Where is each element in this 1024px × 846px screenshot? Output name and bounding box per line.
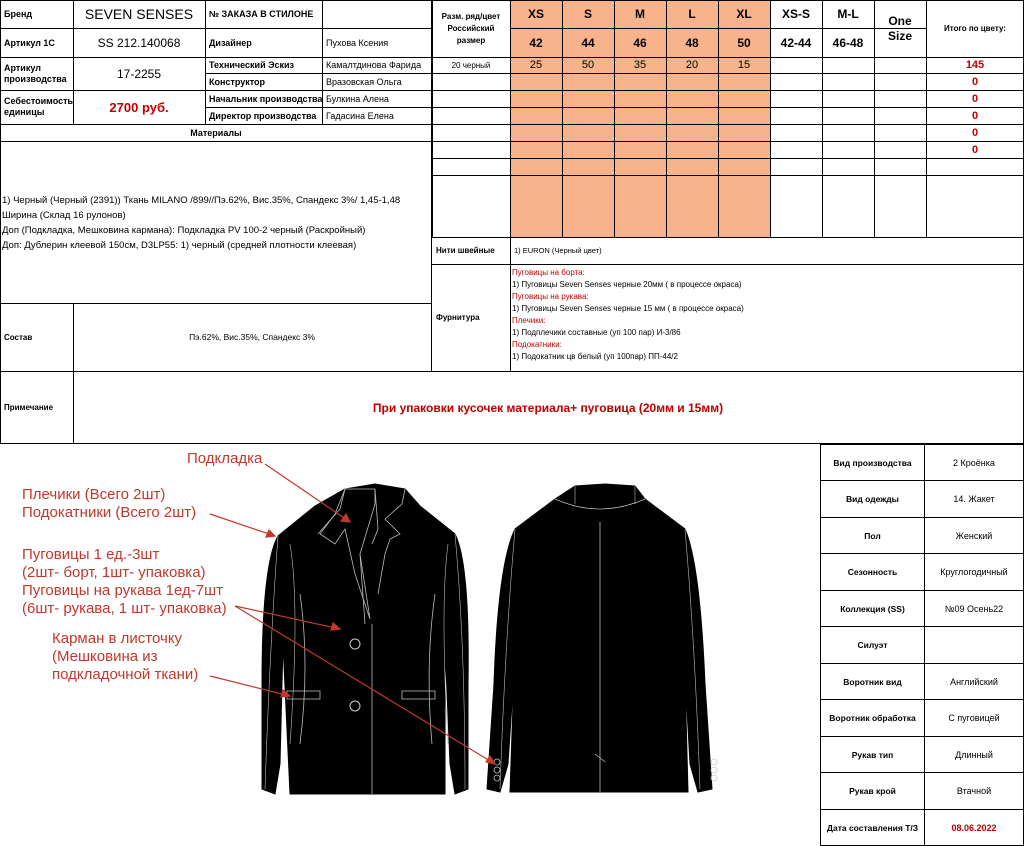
size-header-4: XL — [736, 6, 752, 21]
furniture-label: Фурнитура — [436, 313, 480, 322]
constructor-value: Вразовская Ольга — [326, 76, 402, 87]
techsketch-label: Технический Эскиз — [209, 60, 295, 70]
spec-label: Вид производства — [820, 444, 925, 481]
composition-value: Пэ.62%, Вис.35%, Спандекс 3% — [189, 332, 315, 342]
annotation-buttons-1: Пуговицы 1 ед.-3шт — [22, 546, 160, 563]
ru-size-4: 50 — [737, 35, 751, 50]
qty-cell — [770, 73, 822, 90]
qty-cell: 50 — [581, 59, 595, 71]
jacket-back-drawing — [487, 484, 717, 792]
note-label: Примечание — [4, 403, 54, 412]
spec-value: Втачной — [924, 772, 1024, 810]
jacket-front-drawing — [262, 484, 468, 794]
article1c-label: Артикул 1С — [4, 37, 55, 48]
qty-cell — [562, 73, 614, 90]
sketch-area — [0, 444, 820, 845]
size-row-header: Разм. ряд/цвет Российский размер — [441, 11, 501, 45]
spec-label: Силуэт — [820, 626, 925, 664]
spec-label: Рукав крой — [820, 772, 925, 810]
qty-cell — [874, 73, 926, 90]
spec-value: Английский — [924, 663, 1024, 700]
materials-line-3: Доп (Подкладка, Мешковина кармана): Подкладка PV 100-2 черный (Раскройный) — [2, 225, 366, 236]
article-prod-value: 17-2255 — [116, 66, 162, 81]
annotation-buttons-2: (2шт- борт, 1шт- упаковка) — [22, 564, 206, 581]
spec-label: Сезонность — [820, 553, 925, 591]
ru-size-3: 48 — [685, 35, 699, 50]
designer-value: Пухова Ксения — [326, 37, 389, 48]
qty-cell — [770, 141, 822, 158]
ru-size-2: 46 — [633, 35, 647, 50]
composition-block — [0, 303, 432, 371]
qty-cell — [822, 107, 874, 124]
qty-cell — [718, 90, 770, 107]
qty-cell — [718, 124, 770, 141]
constructor-label: Конструктор — [209, 76, 266, 87]
qty-cell — [510, 124, 562, 141]
qty-cell: 20 — [685, 59, 699, 71]
spec-value — [924, 626, 1024, 664]
qty-cell — [822, 141, 874, 158]
threads-value: 1) EURON (Черный цвет) — [514, 246, 602, 255]
prod-head-value: Булкина Алена — [326, 93, 389, 104]
qty-cell — [718, 73, 770, 90]
composition-label: Состав — [4, 332, 33, 342]
cost-value: 2700 руб. — [109, 99, 169, 115]
qty-cell — [874, 107, 926, 124]
qty-cell — [874, 124, 926, 141]
size-header-1: S — [583, 6, 592, 21]
specs-table — [820, 444, 1024, 845]
qty-cell — [874, 90, 926, 107]
qty-cell — [614, 124, 666, 141]
qty-cell — [562, 90, 614, 107]
furniture-heading-front-buttons: Пуговицы на борта: — [512, 268, 585, 277]
annotation-pocket-3: подкладочной ткани) — [52, 666, 199, 683]
ru-size-0: 42 — [529, 35, 543, 50]
qty-cell — [562, 124, 614, 141]
materials-line-1: 1) Черный (Черный (2391)) Ткань MILANO /899//Пэ.62%, Вис.35%, Спандекс 3%/ 1,45-1,48 — [2, 195, 401, 206]
spec-label: Воротник вид — [820, 663, 925, 700]
qty-cell — [822, 57, 874, 73]
annotation-shoulders-2: Подокатники (Всего 2шт) — [22, 504, 197, 521]
qty-cell — [770, 90, 822, 107]
qty-cell — [666, 90, 718, 107]
article-prod-label: Артикул производства — [4, 62, 67, 84]
note-value: При упаковки кусочек материала+ пуговица (20мм и 15мм) — [372, 400, 724, 415]
annotation-buttons-4: (6шт- рукава, 1 шт- упаковка) — [22, 600, 227, 617]
qty-cell — [510, 90, 562, 107]
spec-value: Длинный — [924, 736, 1024, 773]
designer-label: Дизайнер — [209, 37, 252, 48]
qty-cell — [770, 107, 822, 124]
qty-cell — [510, 141, 562, 158]
furniture-line-front-buttons: 1) Пуговицы Seven Senses черные 20мм ( в процессе окраса) — [512, 280, 742, 289]
row-total: 145 — [965, 59, 985, 71]
annotation-pocket-2: (Мешковина из — [52, 648, 158, 665]
size-header-2: M — [635, 6, 645, 21]
note-block — [0, 371, 1024, 444]
materials-line-2: Ширина (Склад 16 рулонов) — [2, 210, 126, 221]
size-header-7: One Size — [887, 13, 912, 43]
qty-cell — [666, 107, 718, 124]
materials-block — [0, 141, 432, 303]
brand-value: SEVEN SENSES — [84, 6, 194, 22]
furniture-line-sleeve-buttons: 1) Пуговицы Seven Senses черные 15 мм ( в процессе окраса) — [512, 304, 744, 313]
spec-label: Воротник обработка — [820, 699, 925, 737]
qty-cell — [666, 124, 718, 141]
prod-dir-value: Гадасина Елена — [326, 110, 394, 121]
qty-cell — [666, 141, 718, 158]
prod-dir-label: Директор производства — [209, 110, 317, 121]
cost-label: Себестоимость единицы — [4, 96, 73, 117]
qty-cell — [666, 73, 718, 90]
color-cell — [432, 90, 510, 107]
qty-cell — [614, 141, 666, 158]
qty-cell — [562, 141, 614, 158]
brand-label: Бренд — [4, 9, 33, 19]
row-total: 0 — [971, 109, 979, 122]
spec-value: 14. Жакет — [924, 480, 1024, 518]
color-cell — [432, 107, 510, 124]
row-total: 0 — [971, 75, 979, 88]
color-cell — [432, 141, 510, 158]
ru-size-1: 44 — [581, 35, 595, 50]
annotation-lining: Подкладка — [187, 450, 263, 467]
row-total: 0 — [971, 92, 979, 105]
qty-cell: 35 — [633, 59, 647, 71]
qty-cell — [510, 73, 562, 90]
annotation-shoulders-1: Плечики (Всего 2шт) — [22, 486, 166, 503]
spec-value: №09 Осень22 — [924, 590, 1024, 627]
size-header-0: XS — [527, 6, 544, 21]
header-block — [0, 0, 432, 142]
materials-line-4: Доп: Дублерин клеевой 150см, D3LP55: 1) черный (средней плотности клеевая) — [2, 240, 357, 251]
qty-cell — [822, 124, 874, 141]
furniture-heading-shoulder-pads: Плечики: — [512, 316, 546, 325]
qty-cell — [874, 141, 926, 158]
threads-label: Нити швейные — [436, 246, 495, 255]
qty-cell — [614, 73, 666, 90]
order-label: № ЗАКАЗА В СТИЛОНЕ — [209, 9, 314, 19]
row-total: 0 — [971, 126, 979, 139]
techsketch-value: Камалтдинова Фарида — [326, 60, 422, 70]
annotation-pocket-1: Карман в листочку — [52, 630, 183, 647]
spec-label: Дата составления Т/З — [820, 809, 925, 846]
qty-cell: 15 — [737, 59, 751, 71]
qty-cell — [614, 107, 666, 124]
threads-furniture-block — [432, 237, 1024, 371]
qty-cell — [718, 107, 770, 124]
qty-cell — [874, 57, 926, 73]
spec-value: Женский — [924, 517, 1024, 554]
qty-cell — [770, 124, 822, 141]
row-total: 0 — [971, 143, 979, 156]
qty-cell — [770, 57, 822, 73]
size-grid — [432, 0, 1024, 237]
ru-size-6: 46-48 — [832, 35, 864, 50]
article1c-value: SS 212.140068 — [97, 35, 181, 50]
spec-value: Круглогодичный — [924, 553, 1024, 591]
qty-cell — [822, 90, 874, 107]
spec-label: Рукав тип — [820, 736, 925, 773]
qty-cell — [562, 107, 614, 124]
color-cell — [432, 124, 510, 141]
size-header-6: M-L — [837, 6, 859, 21]
prod-head-label: Начальник производства — [209, 93, 322, 104]
materials-label: Материалы — [190, 127, 242, 138]
furniture-heading-sleeve-heads: Подокатники: — [512, 340, 562, 349]
annotation-buttons-3: Пуговицы на рукава 1ед-7шт — [22, 582, 224, 599]
spec-value: С пуговицей — [924, 699, 1024, 737]
furniture-line-sleeve-heads: 1) Подокатник цв белый (уп 100пар) ПП-44/2 — [512, 352, 678, 361]
size-header-5: XS-S — [781, 6, 810, 21]
furniture-line-shoulder-pads: 1) Подплечики составные (уп 100 пар) И-3/86 — [512, 328, 681, 337]
spec-value: 2 Кроёнка — [924, 444, 1024, 481]
size-header-3: L — [688, 6, 696, 21]
spec-value: 08.06.2022 — [924, 809, 1024, 846]
total-label: Итого по цвету: — [944, 24, 1006, 33]
qty-cell — [718, 141, 770, 158]
spec-label: Коллекция (SS) — [820, 590, 925, 627]
qty-cell: 25 — [529, 59, 543, 71]
color-cell: 20 черный — [451, 60, 491, 70]
order-value — [322, 0, 432, 28]
color-cell — [432, 73, 510, 90]
furniture-heading-sleeve-buttons: Пуговицы на рукава: — [512, 292, 589, 301]
ru-size-5: 42-44 — [780, 35, 812, 50]
qty-cell — [614, 90, 666, 107]
qty-cell — [822, 73, 874, 90]
qty-cell — [510, 107, 562, 124]
spec-label: Пол — [820, 517, 925, 554]
spec-label: Вид одежды — [820, 480, 925, 518]
